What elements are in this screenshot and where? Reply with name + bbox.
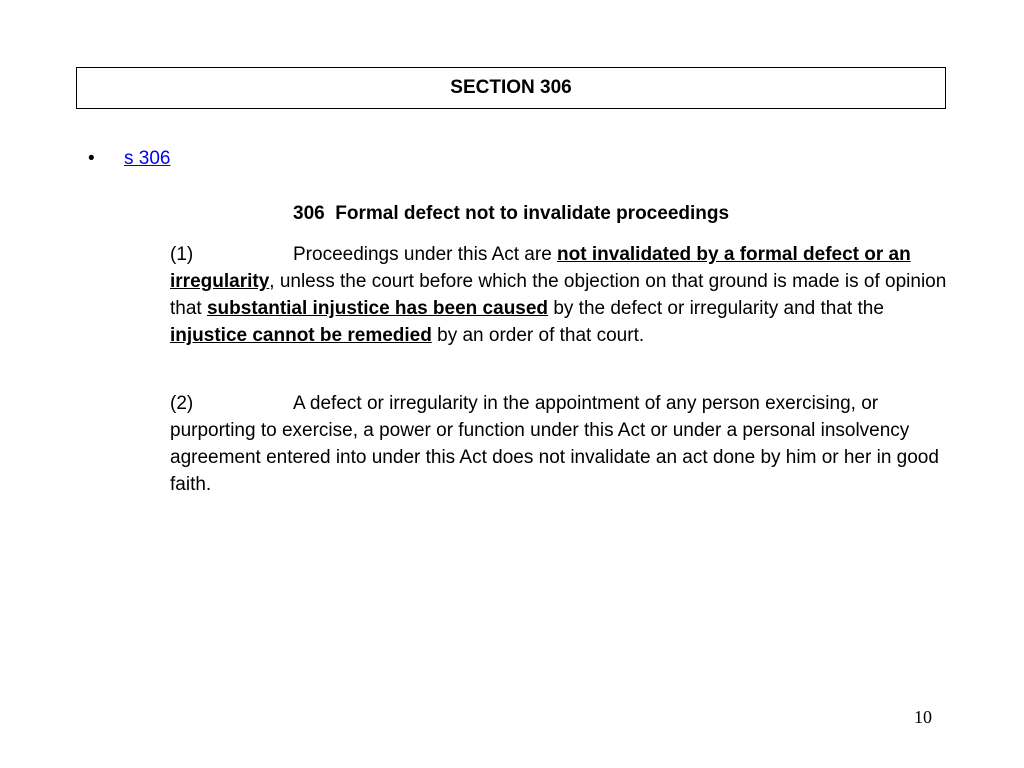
page-number: 10 bbox=[914, 707, 932, 727]
paragraph-1-emphasis-b: substantial injustice has been caused bbox=[206, 298, 549, 319]
paragraph-1-text-c: by the defect or irregularity and that the bbox=[548, 298, 884, 319]
paragraph-1-text-b: , unless the court before which the objection on that ground is made is of opinion that bbox=[170, 271, 947, 319]
section-link[interactable]: s 306 bbox=[124, 148, 171, 169]
paragraph-1-text-a: Proceedings under this Act are bbox=[293, 244, 558, 265]
bullet-list-item bbox=[88, 146, 170, 172]
paragraph-1-text-d: by an order of that court. bbox=[431, 325, 645, 346]
paragraph-2 bbox=[170, 390, 950, 498]
section-title-box bbox=[76, 67, 946, 109]
bullet-icon: • bbox=[88, 148, 95, 169]
paragraph-1-emphasis-c: injustice cannot be remedied bbox=[170, 325, 432, 346]
paragraph-1 bbox=[170, 241, 950, 349]
paragraph-1-emphasis-a: not invalidated by a formal defect or an irregularity bbox=[170, 244, 911, 292]
paragraph-1-number: (1) bbox=[170, 244, 194, 265]
section-title: SECTION 306 bbox=[450, 77, 572, 98]
paragraph-2-text: A defect or irregularity in the appointment of any person exercising, or purporting to exercise, a power or function under this Act or under a personal insolvency agreement entered into under this Act does not invalidate an act done by him or her in good faith. bbox=[170, 393, 939, 495]
paragraph-2-number: (2) bbox=[170, 393, 194, 414]
section-heading: 306 Formal defect not to invalidate proceedings bbox=[293, 203, 730, 224]
